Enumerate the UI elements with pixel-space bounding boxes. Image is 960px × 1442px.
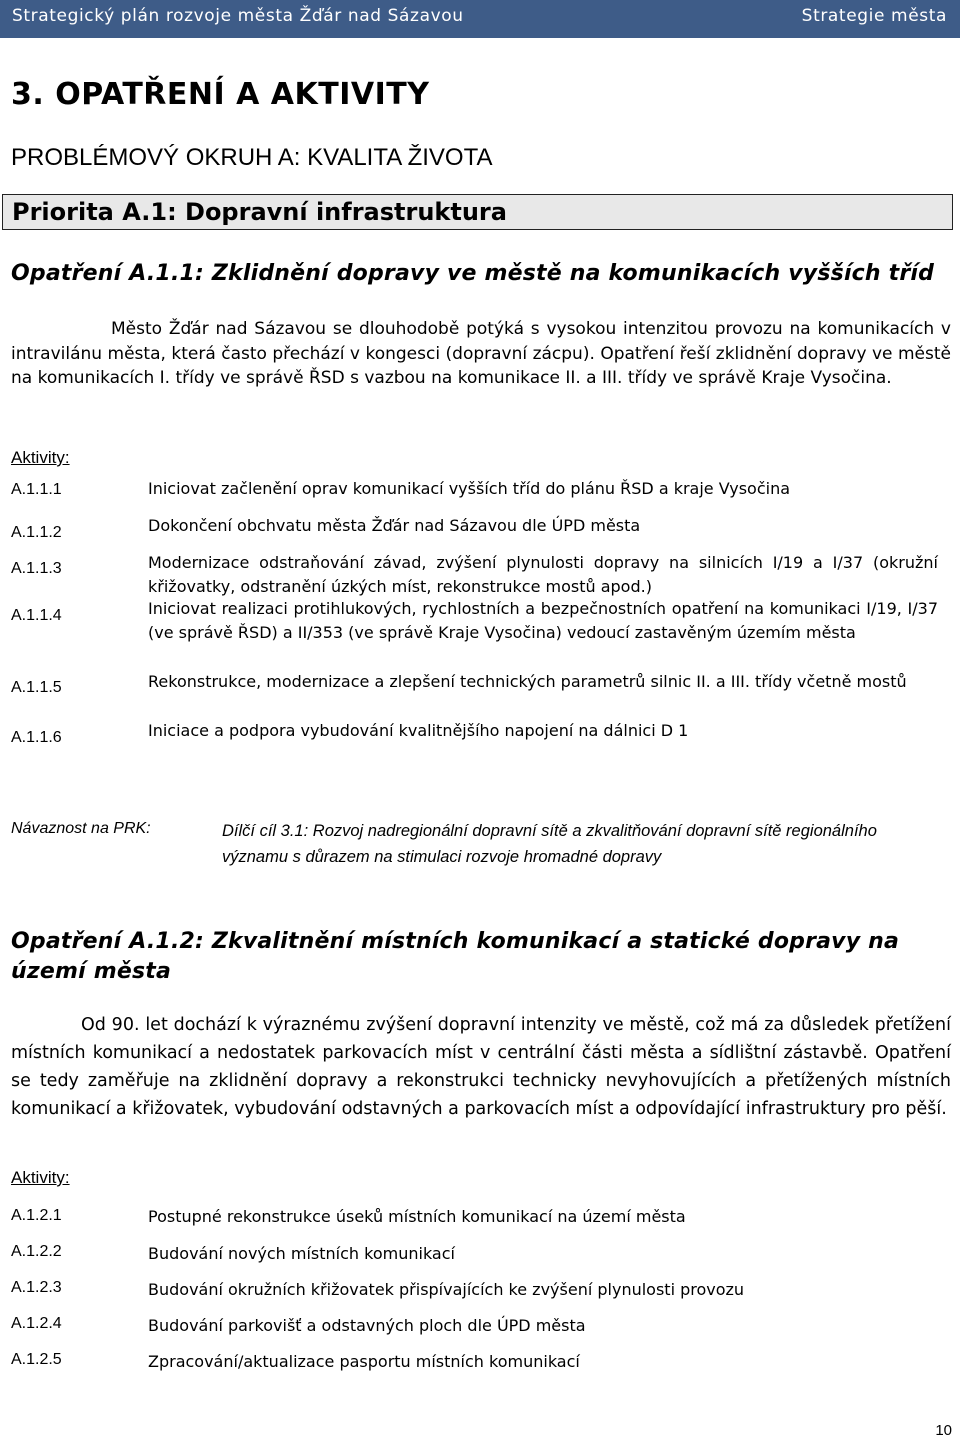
activity-text: Postupné rekonstrukce úseků místních komunikací na území města (148, 1207, 686, 1226)
measure-description: Od 90. let dochází k výraznému zvýšení dopravní intenzity ve městě, což má za důsledek přetížení místních komunikací a nedostatek parkovacích míst v centrální části města a sídlištní zástavbě. Opatření se tedy zaměřuje na zklidnění dopravy a rekonstrukci technicky nevyhovujících a přetížených místních komunikací a křižovatek, vybudování odstavných a parkovacích míst a odpovídající infrastruktury pro pěší. (11, 1015, 951, 1119)
priority-box (2, 194, 953, 230)
activity-text: Iniciovat realizaci protihlukových, rychlostních a bezpečnostních opatření na komunikaci I/19, I/37 (ve správě ŘSD) a II/353 (ve správě Kraje Vysočina) vedoucí zastavěným územím města (148, 599, 938, 642)
activity-text: Modernizace odstraňování závad, zvýšení plynulosti dopravy na silnicích I/19 a I/37 (okružní křižovatky, odstranění úzkých míst, rekonstrukce mostů apod.) (148, 553, 938, 596)
activity-text: Rekonstrukce, modernizace a zlepšení technických parametrů silnic II. a III. třídy včetně mostů (148, 672, 907, 691)
header-section: Strategie města (801, 6, 947, 26)
activity-text: Budování parkovišť a odstavných ploch dle ÚPD města (148, 1316, 586, 1335)
problem-area-heading: PROBLÉMOVÝ OKRUH A: KVALITA ŽIVOTA (11, 144, 493, 171)
activity-text: Budování okružních křižovatek přispívajících ke zvýšení plynulosti provozu (148, 1280, 745, 1299)
header-title: Strategický plán rozvoje města Žďár nad Sázavou (12, 6, 464, 26)
activities-label: Aktivity: (11, 1168, 70, 1187)
activity-text: Zpracování/aktualizace pasportu místních komunikací (148, 1352, 580, 1371)
activity-code: A.1.1.3 (11, 560, 62, 577)
activity-code: A.1.1.5 (11, 679, 62, 696)
activity-text: Iniciovat začlenění oprav komunikací vyšších tříd do plánu ŘSD a kraje Vysočina (148, 479, 791, 498)
page-header (0, 0, 960, 38)
priority-title: Priorita A.1: Dopravní infrastruktura (12, 198, 507, 226)
activity-code: A.1.1.1 (11, 481, 62, 498)
activities-label: Aktivity: (11, 448, 70, 467)
measure-title: Opatření A.1.1: Zklidnění dopravy ve městě na komunikacích vyšších tříd (11, 261, 935, 286)
activity-text: Budování nových místních komunikací (148, 1244, 455, 1263)
activity-code: A.1.2.1 (11, 1207, 62, 1224)
page-number: 10 (935, 1422, 952, 1439)
measure-description: Město Žďár nad Sázavou se dlouhodobě potýká s vysokou intenzitou provozu na komunikacích v intravilánu města, která často přechází v kongesci (dopravní zácpu). Opatření řeší zklidnění dopravy ve městě na komunikacích I. třídy ve správě ŘSD s vazbou na komunikace II. a III. třídy ve správě Kraje Vysočina. (11, 319, 951, 388)
activity-code: A.1.1.2 (11, 524, 62, 541)
activity-text: Iniciace a podpora vybudování kvalitnějšího napojení na dálnici D 1 (148, 721, 689, 740)
measure-title: Opatření A.1.2: Zkvalitnění místních komunikací a statické dopravy na území města (11, 929, 900, 984)
prk-link-label: Návaznost na PRK: (11, 820, 151, 837)
activity-code: A.1.2.2 (11, 1243, 62, 1260)
activity-code: A.1.2.3 (11, 1279, 62, 1296)
activity-code: A.1.1.4 (11, 607, 62, 624)
activity-code: A.1.2.4 (11, 1315, 62, 1332)
prk-link-text: Dílčí cíl 3.1: Rozvoj nadregionální dopravní sítě a zkvalitňování dopravní sítě regionálního významu s důrazem na stimulaci rozvoje hromadné dopravy (222, 822, 877, 866)
activity-code: A.1.2.5 (11, 1351, 62, 1368)
activity-code: A.1.1.6 (11, 729, 62, 746)
chapter-heading: 3. OPATŘENÍ A AKTIVITY (11, 77, 430, 112)
activity-text: Dokončení obchvatu města Žďár nad Sázavou dle ÚPD města (148, 516, 641, 535)
